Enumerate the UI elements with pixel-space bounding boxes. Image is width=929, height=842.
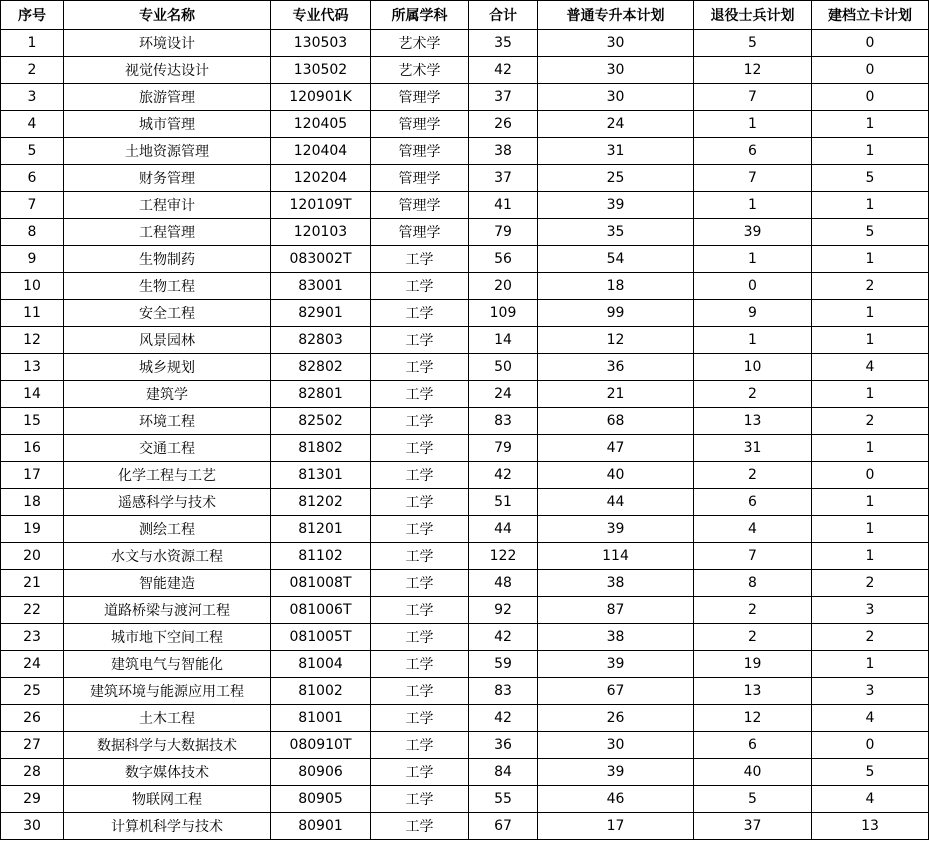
cell-index: 19 <box>1 516 64 543</box>
cell-regular-plan: 54 <box>538 246 694 273</box>
cell-poverty-plan: 1 <box>812 111 929 138</box>
cell-major-code: 120901K <box>271 84 371 111</box>
cell-index: 6 <box>1 165 64 192</box>
cell-major-name: 生物制药 <box>64 246 271 273</box>
cell-veteran-plan: 5 <box>694 30 812 57</box>
table-row <box>1 489 929 516</box>
cell-major-name: 化学工程与工艺 <box>64 462 271 489</box>
cell-discipline: 工学 <box>371 300 469 327</box>
table-row <box>1 111 929 138</box>
cell-major-name: 交通工程 <box>64 435 271 462</box>
cell-regular-plan: 44 <box>538 489 694 516</box>
cell-major-code: 083002T <box>271 246 371 273</box>
cell-regular-plan: 17 <box>538 813 694 840</box>
cell-major-name: 测绘工程 <box>64 516 271 543</box>
cell-major-name: 安全工程 <box>64 300 271 327</box>
column-header-veteran-plan: 退役士兵计划 <box>694 1 812 30</box>
cell-veteran-plan: 7 <box>694 543 812 570</box>
cell-total: 79 <box>469 435 538 462</box>
cell-regular-plan: 47 <box>538 435 694 462</box>
cell-major-name: 工程管理 <box>64 219 271 246</box>
cell-discipline: 工学 <box>371 354 469 381</box>
cell-total: 83 <box>469 408 538 435</box>
cell-poverty-plan: 4 <box>812 705 929 732</box>
cell-total: 42 <box>469 624 538 651</box>
table-row <box>1 813 929 840</box>
cell-poverty-plan: 0 <box>812 462 929 489</box>
cell-regular-plan: 38 <box>538 624 694 651</box>
cell-discipline: 工学 <box>371 678 469 705</box>
cell-index: 22 <box>1 597 64 624</box>
cell-major-code: 82802 <box>271 354 371 381</box>
cell-index: 12 <box>1 327 64 354</box>
cell-regular-plan: 87 <box>538 597 694 624</box>
cell-regular-plan: 40 <box>538 462 694 489</box>
cell-total: 122 <box>469 543 538 570</box>
cell-total: 59 <box>469 651 538 678</box>
cell-index: 15 <box>1 408 64 435</box>
cell-index: 10 <box>1 273 64 300</box>
cell-regular-plan: 21 <box>538 381 694 408</box>
cell-regular-plan: 67 <box>538 678 694 705</box>
cell-major-name: 物联网工程 <box>64 786 271 813</box>
cell-discipline: 管理学 <box>371 165 469 192</box>
cell-index: 2 <box>1 57 64 84</box>
cell-major-name: 工程审计 <box>64 192 271 219</box>
cell-index: 26 <box>1 705 64 732</box>
cell-veteran-plan: 10 <box>694 354 812 381</box>
cell-veteran-plan: 9 <box>694 300 812 327</box>
cell-veteran-plan: 31 <box>694 435 812 462</box>
table-row <box>1 219 929 246</box>
cell-discipline: 工学 <box>371 462 469 489</box>
cell-major-code: 081008T <box>271 570 371 597</box>
cell-total: 26 <box>469 111 538 138</box>
cell-discipline: 工学 <box>371 543 469 570</box>
cell-major-code: 81201 <box>271 516 371 543</box>
cell-major-name: 财务管理 <box>64 165 271 192</box>
cell-total: 38 <box>469 138 538 165</box>
cell-poverty-plan: 5 <box>812 165 929 192</box>
cell-major-name: 视觉传达设计 <box>64 57 271 84</box>
cell-veteran-plan: 1 <box>694 111 812 138</box>
cell-veteran-plan: 37 <box>694 813 812 840</box>
cell-regular-plan: 39 <box>538 192 694 219</box>
cell-veteran-plan: 7 <box>694 84 812 111</box>
cell-major-name: 建筑电气与智能化 <box>64 651 271 678</box>
cell-discipline: 工学 <box>371 273 469 300</box>
column-header-total: 合计 <box>469 1 538 30</box>
table-row <box>1 84 929 111</box>
cell-major-name: 生物工程 <box>64 273 271 300</box>
cell-poverty-plan: 1 <box>812 246 929 273</box>
cell-veteran-plan: 1 <box>694 192 812 219</box>
cell-index: 20 <box>1 543 64 570</box>
table-body <box>1 30 929 840</box>
cell-veteran-plan: 13 <box>694 678 812 705</box>
cell-regular-plan: 39 <box>538 516 694 543</box>
cell-index: 21 <box>1 570 64 597</box>
cell-poverty-plan: 1 <box>812 516 929 543</box>
cell-index: 9 <box>1 246 64 273</box>
cell-veteran-plan: 6 <box>694 489 812 516</box>
cell-index: 7 <box>1 192 64 219</box>
table-row <box>1 462 929 489</box>
cell-total: 48 <box>469 570 538 597</box>
cell-major-name: 智能建造 <box>64 570 271 597</box>
cell-major-code: 82803 <box>271 327 371 354</box>
cell-discipline: 工学 <box>371 246 469 273</box>
cell-total: 92 <box>469 597 538 624</box>
cell-regular-plan: 35 <box>538 219 694 246</box>
cell-index: 5 <box>1 138 64 165</box>
cell-major-code: 120103 <box>271 219 371 246</box>
cell-total: 55 <box>469 786 538 813</box>
cell-index: 13 <box>1 354 64 381</box>
cell-major-code: 120404 <box>271 138 371 165</box>
column-header-major-code: 专业代码 <box>271 1 371 30</box>
cell-discipline: 工学 <box>371 759 469 786</box>
cell-regular-plan: 30 <box>538 57 694 84</box>
cell-major-name: 风景园林 <box>64 327 271 354</box>
cell-poverty-plan: 13 <box>812 813 929 840</box>
table-row <box>1 30 929 57</box>
cell-major-name: 城乡规划 <box>64 354 271 381</box>
cell-veteran-plan: 39 <box>694 219 812 246</box>
cell-major-code: 81001 <box>271 705 371 732</box>
cell-poverty-plan: 5 <box>812 219 929 246</box>
cell-veteran-plan: 1 <box>694 246 812 273</box>
cell-total: 56 <box>469 246 538 273</box>
column-header-poverty-plan: 建档立卡计划 <box>812 1 929 30</box>
column-header-major-name: 专业名称 <box>64 1 271 30</box>
table-row <box>1 354 929 381</box>
cell-index: 23 <box>1 624 64 651</box>
cell-discipline: 工学 <box>371 381 469 408</box>
cell-poverty-plan: 1 <box>812 543 929 570</box>
table-row <box>1 138 929 165</box>
cell-major-code: 130503 <box>271 30 371 57</box>
cell-discipline: 工学 <box>371 489 469 516</box>
cell-poverty-plan: 1 <box>812 435 929 462</box>
cell-poverty-plan: 1 <box>812 192 929 219</box>
cell-major-code: 82502 <box>271 408 371 435</box>
column-header-regular-plan: 普通专升本计划 <box>538 1 694 30</box>
table-row <box>1 516 929 543</box>
cell-poverty-plan: 1 <box>812 651 929 678</box>
table-row <box>1 597 929 624</box>
table-row <box>1 246 929 273</box>
cell-total: 83 <box>469 678 538 705</box>
cell-discipline: 管理学 <box>371 111 469 138</box>
cell-regular-plan: 39 <box>538 651 694 678</box>
cell-regular-plan: 36 <box>538 354 694 381</box>
cell-discipline: 工学 <box>371 327 469 354</box>
cell-regular-plan: 39 <box>538 759 694 786</box>
table-row <box>1 165 929 192</box>
cell-major-name: 环境设计 <box>64 30 271 57</box>
cell-discipline: 艺术学 <box>371 30 469 57</box>
table-row <box>1 759 929 786</box>
table-row <box>1 192 929 219</box>
table-row <box>1 678 929 705</box>
cell-discipline: 管理学 <box>371 84 469 111</box>
cell-poverty-plan: 3 <box>812 597 929 624</box>
table-row <box>1 732 929 759</box>
cell-index: 29 <box>1 786 64 813</box>
cell-veteran-plan: 13 <box>694 408 812 435</box>
cell-regular-plan: 68 <box>538 408 694 435</box>
cell-veteran-plan: 0 <box>694 273 812 300</box>
cell-index: 4 <box>1 111 64 138</box>
table-row <box>1 435 929 462</box>
cell-regular-plan: 114 <box>538 543 694 570</box>
cell-veteran-plan: 5 <box>694 786 812 813</box>
cell-discipline: 管理学 <box>371 219 469 246</box>
cell-major-name: 水文与水资源工程 <box>64 543 271 570</box>
cell-index: 27 <box>1 732 64 759</box>
cell-major-name: 数字媒体技术 <box>64 759 271 786</box>
cell-total: 37 <box>469 165 538 192</box>
cell-major-name: 环境工程 <box>64 408 271 435</box>
table-row <box>1 543 929 570</box>
cell-major-name: 建筑学 <box>64 381 271 408</box>
table-row <box>1 381 929 408</box>
cell-major-name: 土地资源管理 <box>64 138 271 165</box>
cell-total: 36 <box>469 732 538 759</box>
cell-regular-plan: 12 <box>538 327 694 354</box>
cell-regular-plan: 30 <box>538 732 694 759</box>
table-row <box>1 786 929 813</box>
cell-poverty-plan: 1 <box>812 327 929 354</box>
cell-veteran-plan: 12 <box>694 705 812 732</box>
cell-total: 84 <box>469 759 538 786</box>
cell-poverty-plan: 0 <box>812 732 929 759</box>
cell-veteran-plan: 7 <box>694 165 812 192</box>
cell-major-name: 数据科学与大数据技术 <box>64 732 271 759</box>
table-row <box>1 273 929 300</box>
cell-index: 3 <box>1 84 64 111</box>
cell-poverty-plan: 1 <box>812 300 929 327</box>
cell-major-code: 81102 <box>271 543 371 570</box>
cell-major-code: 81004 <box>271 651 371 678</box>
cell-index: 16 <box>1 435 64 462</box>
cell-total: 109 <box>469 300 538 327</box>
cell-regular-plan: 18 <box>538 273 694 300</box>
cell-discipline: 工学 <box>371 435 469 462</box>
table-row <box>1 570 929 597</box>
cell-total: 44 <box>469 516 538 543</box>
cell-poverty-plan: 2 <box>812 570 929 597</box>
cell-index: 25 <box>1 678 64 705</box>
cell-discipline: 工学 <box>371 570 469 597</box>
cell-major-code: 120204 <box>271 165 371 192</box>
cell-total: 42 <box>469 462 538 489</box>
cell-total: 67 <box>469 813 538 840</box>
cell-discipline: 管理学 <box>371 138 469 165</box>
cell-major-code: 82801 <box>271 381 371 408</box>
cell-poverty-plan: 5 <box>812 759 929 786</box>
cell-major-code: 82901 <box>271 300 371 327</box>
cell-total: 42 <box>469 705 538 732</box>
cell-poverty-plan: 2 <box>812 408 929 435</box>
cell-major-code: 120109T <box>271 192 371 219</box>
cell-poverty-plan: 0 <box>812 30 929 57</box>
cell-index: 30 <box>1 813 64 840</box>
cell-total: 20 <box>469 273 538 300</box>
cell-index: 17 <box>1 462 64 489</box>
table-row <box>1 705 929 732</box>
cell-discipline: 工学 <box>371 786 469 813</box>
cell-major-code: 81802 <box>271 435 371 462</box>
cell-index: 14 <box>1 381 64 408</box>
cell-discipline: 工学 <box>371 651 469 678</box>
cell-regular-plan: 26 <box>538 705 694 732</box>
cell-discipline: 工学 <box>371 408 469 435</box>
column-header-index: 序号 <box>1 1 64 30</box>
cell-total: 41 <box>469 192 538 219</box>
cell-discipline: 工学 <box>371 705 469 732</box>
cell-poverty-plan: 1 <box>812 138 929 165</box>
cell-major-code: 81202 <box>271 489 371 516</box>
cell-major-name: 遥感科学与技术 <box>64 489 271 516</box>
cell-total: 42 <box>469 57 538 84</box>
cell-veteran-plan: 6 <box>694 138 812 165</box>
cell-veteran-plan: 2 <box>694 381 812 408</box>
cell-index: 8 <box>1 219 64 246</box>
cell-major-code: 81301 <box>271 462 371 489</box>
cell-discipline: 工学 <box>371 732 469 759</box>
cell-discipline: 工学 <box>371 516 469 543</box>
cell-discipline: 工学 <box>371 813 469 840</box>
cell-veteran-plan: 2 <box>694 462 812 489</box>
table-row <box>1 300 929 327</box>
cell-poverty-plan: 0 <box>812 57 929 84</box>
cell-veteran-plan: 12 <box>694 57 812 84</box>
cell-total: 37 <box>469 84 538 111</box>
cell-total: 14 <box>469 327 538 354</box>
cell-major-code: 081006T <box>271 597 371 624</box>
column-header-discipline: 所属学科 <box>371 1 469 30</box>
cell-total: 50 <box>469 354 538 381</box>
cell-major-code: 130502 <box>271 57 371 84</box>
table-row <box>1 408 929 435</box>
cell-poverty-plan: 2 <box>812 624 929 651</box>
cell-poverty-plan: 4 <box>812 786 929 813</box>
header-row <box>1 1 929 30</box>
cell-major-name: 建筑环境与能源应用工程 <box>64 678 271 705</box>
cell-discipline: 管理学 <box>371 192 469 219</box>
cell-veteran-plan: 8 <box>694 570 812 597</box>
cell-regular-plan: 46 <box>538 786 694 813</box>
cell-major-code: 80905 <box>271 786 371 813</box>
cell-major-code: 80906 <box>271 759 371 786</box>
cell-major-name: 城市地下空间工程 <box>64 624 271 651</box>
cell-major-name: 旅游管理 <box>64 84 271 111</box>
cell-veteran-plan: 40 <box>694 759 812 786</box>
cell-total: 79 <box>469 219 538 246</box>
cell-discipline: 艺术学 <box>371 57 469 84</box>
cell-total: 35 <box>469 30 538 57</box>
cell-total: 51 <box>469 489 538 516</box>
cell-major-name: 道路桥梁与渡河工程 <box>64 597 271 624</box>
cell-veteran-plan: 2 <box>694 624 812 651</box>
cell-major-name: 城市管理 <box>64 111 271 138</box>
cell-veteran-plan: 2 <box>694 597 812 624</box>
cell-poverty-plan: 1 <box>812 381 929 408</box>
cell-major-code: 120405 <box>271 111 371 138</box>
cell-veteran-plan: 6 <box>694 732 812 759</box>
cell-regular-plan: 31 <box>538 138 694 165</box>
cell-veteran-plan: 4 <box>694 516 812 543</box>
cell-discipline: 工学 <box>371 624 469 651</box>
cell-major-code: 080910T <box>271 732 371 759</box>
cell-poverty-plan: 0 <box>812 84 929 111</box>
cell-total: 24 <box>469 381 538 408</box>
table-row <box>1 57 929 84</box>
cell-index: 1 <box>1 30 64 57</box>
cell-poverty-plan: 1 <box>812 489 929 516</box>
cell-regular-plan: 30 <box>538 84 694 111</box>
cell-index: 11 <box>1 300 64 327</box>
cell-regular-plan: 24 <box>538 111 694 138</box>
cell-veteran-plan: 1 <box>694 327 812 354</box>
table-row <box>1 651 929 678</box>
cell-index: 18 <box>1 489 64 516</box>
cell-poverty-plan: 3 <box>812 678 929 705</box>
cell-major-code: 80901 <box>271 813 371 840</box>
cell-discipline: 工学 <box>371 597 469 624</box>
cell-regular-plan: 99 <box>538 300 694 327</box>
cell-regular-plan: 25 <box>538 165 694 192</box>
cell-veteran-plan: 19 <box>694 651 812 678</box>
cell-poverty-plan: 4 <box>812 354 929 381</box>
cell-major-code: 83001 <box>271 273 371 300</box>
cell-major-name: 土木工程 <box>64 705 271 732</box>
cell-major-code: 81002 <box>271 678 371 705</box>
table-row <box>1 624 929 651</box>
cell-index: 28 <box>1 759 64 786</box>
cell-regular-plan: 38 <box>538 570 694 597</box>
cell-poverty-plan: 2 <box>812 273 929 300</box>
table-row <box>1 327 929 354</box>
cell-major-name: 计算机科学与技术 <box>64 813 271 840</box>
cell-regular-plan: 30 <box>538 30 694 57</box>
cell-major-code: 081005T <box>271 624 371 651</box>
cell-index: 24 <box>1 651 64 678</box>
